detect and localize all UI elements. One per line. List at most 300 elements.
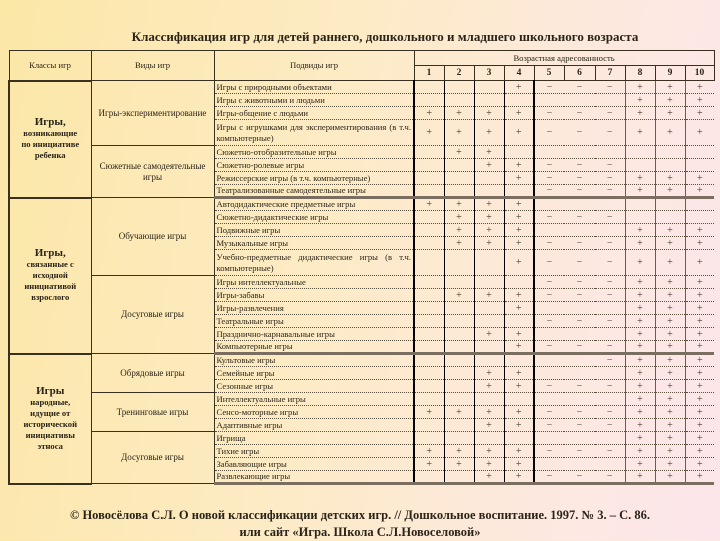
age-mark-cell: + [504, 289, 534, 302]
age-mark-cell [444, 393, 474, 406]
age-mark-cell [474, 432, 504, 445]
age-mark-cell [414, 354, 444, 367]
age-mark-cell [414, 341, 444, 354]
age-mark-cell: + [504, 172, 534, 185]
age-column-header: 7 [595, 66, 625, 81]
age-mark-cell: + [655, 458, 685, 471]
age-mark-cell: + [655, 250, 685, 276]
age-mark-cell [444, 250, 474, 276]
age-mark-cell: + [655, 94, 685, 107]
age-mark-cell: + [474, 159, 504, 172]
age-mark-cell [564, 302, 595, 315]
age-mark-cell: − [595, 107, 625, 120]
age-mark-cell: + [655, 120, 685, 146]
game-subtype-cell: Сезонные игры [214, 380, 414, 393]
classification-table [8, 50, 715, 485]
age-mark-cell [414, 81, 444, 94]
age-mark-cell: + [474, 445, 504, 458]
age-mark-cell: + [625, 276, 655, 289]
age-mark-cell [414, 393, 444, 406]
age-mark-cell: + [625, 224, 655, 237]
age-mark-cell [414, 367, 444, 380]
age-mark-cell: + [625, 341, 655, 354]
age-column-header: 2 [444, 66, 474, 81]
age-mark-cell [414, 315, 444, 328]
age-mark-cell [474, 81, 504, 94]
game-class-line: связанные с [26, 259, 74, 269]
age-mark-cell: − [564, 250, 595, 276]
age-mark-cell [534, 328, 564, 341]
age-mark-cell [444, 81, 474, 94]
age-mark-cell: + [625, 432, 655, 445]
age-mark-cell: − [534, 315, 564, 328]
age-mark-cell: + [685, 419, 714, 432]
game-class-line: взрослого [31, 292, 70, 302]
age-mark-cell [414, 237, 444, 250]
age-mark-cell: + [504, 159, 534, 172]
age-mark-cell: − [595, 341, 625, 354]
table-row [9, 81, 714, 94]
game-subtype-cell: Семейные игры [214, 367, 414, 380]
game-subtype-cell: Режиссерские игры (в т.ч. компьютерные) [214, 172, 414, 185]
age-mark-cell: + [625, 445, 655, 458]
age-mark-cell: + [625, 406, 655, 419]
age-mark-cell [414, 289, 444, 302]
age-mark-cell [504, 315, 534, 328]
age-mark-cell [534, 224, 564, 237]
age-mark-cell [474, 276, 504, 289]
age-mark-cell [444, 354, 474, 367]
age-mark-cell: + [685, 432, 714, 445]
age-mark-cell [685, 198, 714, 211]
age-mark-cell [414, 172, 444, 185]
header-age: Возрастная адресованность [414, 51, 714, 66]
age-mark-cell: + [504, 302, 534, 315]
age-mark-cell: + [444, 445, 474, 458]
age-mark-cell [595, 224, 625, 237]
page-title: Классификация игр для детей раннего, дошкольного и младшего школьного возраста [131, 29, 639, 44]
age-mark-cell [655, 159, 685, 172]
age-mark-cell: − [534, 237, 564, 250]
age-mark-cell [595, 393, 625, 406]
age-mark-cell [564, 367, 595, 380]
age-mark-cell: + [685, 81, 714, 94]
age-mark-cell [414, 419, 444, 432]
age-mark-cell: + [474, 458, 504, 471]
age-mark-cell: + [685, 367, 714, 380]
game-subtype-cell: Адаптивные игры [214, 419, 414, 432]
age-mark-cell: − [564, 445, 595, 458]
game-subtype-cell: Автодидактические предметные игры [214, 198, 414, 211]
age-mark-cell [655, 198, 685, 211]
age-mark-cell [444, 380, 474, 393]
game-kind-cell: Обучающие игры [91, 198, 214, 276]
game-subtype-cell: Развлекающие игры [214, 471, 414, 484]
age-mark-cell: − [595, 315, 625, 328]
age-mark-cell: + [625, 315, 655, 328]
age-mark-cell: − [534, 250, 564, 276]
game-class-line: инициативой [24, 281, 77, 291]
age-mark-cell: − [595, 354, 625, 367]
game-subtype-cell: Учебно-предметные дидактические игры (в т.ч. компьютерные) [214, 250, 414, 276]
age-mark-cell: + [655, 471, 685, 484]
age-mark-cell: − [534, 380, 564, 393]
age-mark-cell: + [474, 289, 504, 302]
game-subtype-cell: Культовые игры [214, 354, 414, 367]
game-class-cell [9, 198, 91, 354]
age-mark-cell: + [474, 107, 504, 120]
age-mark-cell [444, 185, 474, 198]
age-mark-cell [564, 224, 595, 237]
age-mark-cell [534, 367, 564, 380]
age-mark-cell: + [685, 224, 714, 237]
age-mark-cell [564, 146, 595, 159]
age-mark-cell [655, 146, 685, 159]
age-mark-cell [414, 211, 444, 224]
age-mark-cell: + [685, 341, 714, 354]
age-mark-cell: + [685, 185, 714, 198]
game-subtype-cell: Игры-общение с людьми [214, 107, 414, 120]
age-mark-cell [534, 458, 564, 471]
age-mark-cell: + [655, 185, 685, 198]
age-mark-cell: + [474, 237, 504, 250]
age-mark-cell: + [414, 198, 444, 211]
age-mark-cell: − [595, 445, 625, 458]
age-mark-cell: + [504, 81, 534, 94]
game-subtype-cell: Интеллектуальные игры [214, 393, 414, 406]
age-mark-cell [564, 354, 595, 367]
age-mark-cell [414, 302, 444, 315]
age-mark-cell [564, 328, 595, 341]
age-mark-cell: + [685, 315, 714, 328]
game-subtype-cell: Празднично-карнавальные игры [214, 328, 414, 341]
age-mark-cell: − [564, 211, 595, 224]
age-mark-cell: + [504, 328, 534, 341]
age-mark-cell [564, 198, 595, 211]
age-mark-cell: + [655, 328, 685, 341]
age-mark-cell [564, 432, 595, 445]
game-subtype-cell: Музыкальные игры [214, 237, 414, 250]
age-mark-cell [534, 432, 564, 445]
age-mark-cell: + [685, 120, 714, 146]
game-class-line: народные, [30, 396, 71, 407]
age-mark-cell: + [685, 393, 714, 406]
age-mark-cell: − [595, 380, 625, 393]
age-mark-cell: + [655, 224, 685, 237]
age-mark-cell: + [685, 471, 714, 484]
age-mark-cell [444, 432, 474, 445]
age-mark-cell [414, 380, 444, 393]
game-class-line: этноса [37, 440, 63, 451]
game-subtype-cell: Театрализованные самодеятельные игры [214, 185, 414, 198]
age-mark-cell: + [444, 237, 474, 250]
age-mark-cell: + [655, 315, 685, 328]
age-mark-cell [414, 159, 444, 172]
age-mark-cell [504, 432, 534, 445]
age-mark-cell: + [444, 120, 474, 146]
table-row [9, 198, 714, 211]
table-row [9, 432, 714, 445]
game-subtype-cell: Игры с животными и людьми [214, 94, 414, 107]
age-mark-cell: + [655, 432, 685, 445]
age-mark-cell [504, 185, 534, 198]
age-mark-cell [595, 328, 625, 341]
age-mark-cell [444, 419, 474, 432]
game-class-line: Игры, [34, 116, 66, 128]
age-mark-cell [414, 146, 444, 159]
age-mark-cell [444, 341, 474, 354]
age-mark-cell: − [595, 185, 625, 198]
age-mark-cell: + [444, 406, 474, 419]
age-column-header: 10 [685, 66, 714, 81]
age-mark-cell [534, 393, 564, 406]
game-subtype-cell: Забавляющие игры [214, 458, 414, 471]
age-mark-cell [625, 159, 655, 172]
age-mark-cell: − [595, 81, 625, 94]
age-mark-cell: + [625, 237, 655, 250]
game-kind-cell: Сюжетные самодеятельные игры [91, 146, 214, 198]
age-mark-cell: + [655, 419, 685, 432]
age-mark-cell: − [564, 406, 595, 419]
game-subtype-cell: Игры с игрушками для экспериментирования (в т.ч. компьютерные) [214, 120, 414, 146]
table-row [9, 393, 714, 406]
age-mark-cell: + [504, 458, 534, 471]
age-mark-cell: − [564, 159, 595, 172]
age-mark-cell: − [534, 107, 564, 120]
age-mark-cell [414, 250, 444, 276]
age-mark-cell: + [504, 120, 534, 146]
age-mark-cell: − [595, 237, 625, 250]
age-column-header: 8 [625, 66, 655, 81]
game-class-line: Игры, [34, 247, 66, 259]
game-class-cell [9, 81, 91, 198]
header-row [9, 51, 714, 66]
age-mark-cell: − [595, 289, 625, 302]
age-mark-cell: + [474, 198, 504, 211]
age-mark-cell: + [625, 172, 655, 185]
age-mark-cell [685, 211, 714, 224]
age-mark-cell: + [504, 224, 534, 237]
age-mark-cell: + [474, 406, 504, 419]
age-mark-cell [595, 94, 625, 107]
game-kind-cell: Досуговые игры [91, 276, 214, 354]
age-mark-cell [444, 159, 474, 172]
age-mark-cell: + [655, 172, 685, 185]
age-mark-cell: + [414, 445, 444, 458]
age-mark-cell: − [534, 185, 564, 198]
age-mark-cell: + [444, 211, 474, 224]
age-mark-cell [595, 146, 625, 159]
age-mark-cell: − [534, 159, 564, 172]
age-column-header: 9 [655, 66, 685, 81]
age-mark-cell: + [504, 107, 534, 120]
age-mark-cell [444, 94, 474, 107]
age-mark-cell: + [685, 172, 714, 185]
age-mark-cell: + [474, 120, 504, 146]
game-kind-cell: Тренинговые игры [91, 393, 214, 432]
age-mark-cell: − [534, 276, 564, 289]
age-mark-cell: − [595, 419, 625, 432]
age-mark-cell [444, 172, 474, 185]
age-mark-cell [504, 146, 534, 159]
age-mark-cell: + [504, 471, 534, 484]
game-class-line: исходной [32, 270, 68, 280]
age-mark-cell: + [504, 445, 534, 458]
age-mark-cell: + [474, 211, 504, 224]
age-mark-cell: − [595, 211, 625, 224]
game-subtype-cell: Сюжетно-отобразительные игры [214, 146, 414, 159]
age-column-header: 4 [504, 66, 534, 81]
age-mark-cell [444, 471, 474, 484]
age-mark-cell: − [534, 341, 564, 354]
age-mark-cell: − [564, 341, 595, 354]
game-subtype-cell: Театральные игры [214, 315, 414, 328]
game-kind-cell: Досуговые игры [91, 432, 214, 484]
age-mark-cell: − [534, 445, 564, 458]
age-mark-cell: + [504, 367, 534, 380]
age-mark-cell: + [444, 289, 474, 302]
age-column-header: 3 [474, 66, 504, 81]
age-mark-cell [474, 172, 504, 185]
age-mark-cell [474, 185, 504, 198]
age-mark-cell [474, 354, 504, 367]
game-subtype-cell: Игры-забавы [214, 289, 414, 302]
age-mark-cell [474, 250, 504, 276]
game-subtype-cell: Игры с природными объектами [214, 81, 414, 94]
age-mark-cell: − [595, 250, 625, 276]
age-mark-cell: + [655, 107, 685, 120]
age-mark-cell [564, 458, 595, 471]
age-mark-cell: + [625, 393, 655, 406]
age-mark-cell: − [534, 211, 564, 224]
age-mark-cell: + [625, 419, 655, 432]
age-mark-cell: + [474, 419, 504, 432]
age-mark-cell: + [444, 458, 474, 471]
age-mark-cell: + [685, 237, 714, 250]
age-mark-cell: + [685, 406, 714, 419]
age-mark-cell: + [685, 289, 714, 302]
age-mark-cell: − [564, 276, 595, 289]
age-mark-cell [444, 276, 474, 289]
game-subtype-cell: Игры-развлечения [214, 302, 414, 315]
age-mark-cell: − [564, 185, 595, 198]
age-mark-cell: + [625, 120, 655, 146]
age-mark-cell: − [564, 120, 595, 146]
age-mark-cell: + [655, 302, 685, 315]
game-subtype-cell: Тихие игры [214, 445, 414, 458]
age-mark-cell [595, 302, 625, 315]
age-mark-cell [444, 328, 474, 341]
age-mark-cell: + [685, 302, 714, 315]
age-mark-cell: − [534, 81, 564, 94]
age-mark-cell [414, 185, 444, 198]
age-mark-cell: + [504, 237, 534, 250]
age-mark-cell: + [655, 237, 685, 250]
citation-line-2: или сайт «Игра. Школа С.Л.Новоселовой» [239, 525, 481, 539]
age-mark-cell [595, 198, 625, 211]
age-mark-cell: + [655, 81, 685, 94]
age-mark-cell [474, 393, 504, 406]
citation-line-1: © Новосёлова С.Л. О новой классификации детских игр. // Дошкольное воспитание. 1997. № 3. – С. 86. [69, 508, 650, 522]
age-mark-cell: − [534, 120, 564, 146]
header-subtypes: Подвиды игр [214, 51, 414, 81]
age-mark-cell: + [414, 406, 444, 419]
age-mark-cell: − [534, 471, 564, 484]
age-mark-cell: + [655, 289, 685, 302]
game-class-line: по инициативе [21, 139, 80, 149]
age-mark-cell: + [504, 211, 534, 224]
game-class-line: идущие от [30, 407, 71, 418]
age-mark-cell [474, 315, 504, 328]
age-mark-cell: − [534, 172, 564, 185]
age-mark-cell: + [444, 146, 474, 159]
age-mark-cell [625, 198, 655, 211]
age-mark-cell: + [474, 471, 504, 484]
game-class-cell [9, 354, 91, 484]
citation [0, 507, 720, 541]
age-mark-cell: + [685, 250, 714, 276]
age-mark-cell: + [685, 354, 714, 367]
age-mark-cell: + [444, 198, 474, 211]
age-mark-cell: − [564, 107, 595, 120]
age-mark-cell: − [534, 289, 564, 302]
age-mark-cell: + [625, 94, 655, 107]
age-mark-cell: + [625, 367, 655, 380]
age-mark-cell: − [564, 237, 595, 250]
age-mark-cell: + [625, 328, 655, 341]
age-mark-cell: − [564, 471, 595, 484]
age-mark-cell: + [414, 120, 444, 146]
age-mark-cell [534, 302, 564, 315]
age-mark-cell: − [595, 159, 625, 172]
age-mark-cell: + [474, 224, 504, 237]
age-mark-cell [474, 302, 504, 315]
age-mark-cell: + [474, 367, 504, 380]
age-mark-cell: + [504, 341, 534, 354]
age-mark-cell: + [685, 458, 714, 471]
game-subtype-cell: Сюжетно-дидактические игры [214, 211, 414, 224]
age-mark-cell: + [474, 380, 504, 393]
age-mark-cell [504, 393, 534, 406]
age-mark-cell: + [655, 341, 685, 354]
age-mark-cell [414, 224, 444, 237]
game-class-line: возникающие [23, 128, 78, 138]
age-mark-cell: + [625, 250, 655, 276]
age-mark-cell: − [564, 419, 595, 432]
game-subtype-cell: Компьютерные игры [214, 341, 414, 354]
age-mark-cell: + [444, 224, 474, 237]
age-mark-cell: − [595, 172, 625, 185]
age-mark-cell: + [504, 250, 534, 276]
age-mark-cell: − [534, 419, 564, 432]
age-mark-cell [414, 94, 444, 107]
age-mark-cell: − [564, 81, 595, 94]
age-mark-cell [414, 276, 444, 289]
age-column-header: 6 [564, 66, 595, 81]
age-mark-cell: + [655, 276, 685, 289]
game-class-line: инициативы [25, 429, 75, 440]
age-mark-cell: + [504, 198, 534, 211]
game-subtype-cell: Игры интеллектуальные [214, 276, 414, 289]
age-mark-cell: − [564, 315, 595, 328]
age-mark-cell [444, 315, 474, 328]
age-mark-cell [414, 432, 444, 445]
age-mark-cell: + [444, 107, 474, 120]
age-mark-cell: + [625, 107, 655, 120]
age-mark-cell: + [414, 458, 444, 471]
header-kinds: Виды игр [91, 51, 214, 81]
age-mark-cell: + [625, 302, 655, 315]
